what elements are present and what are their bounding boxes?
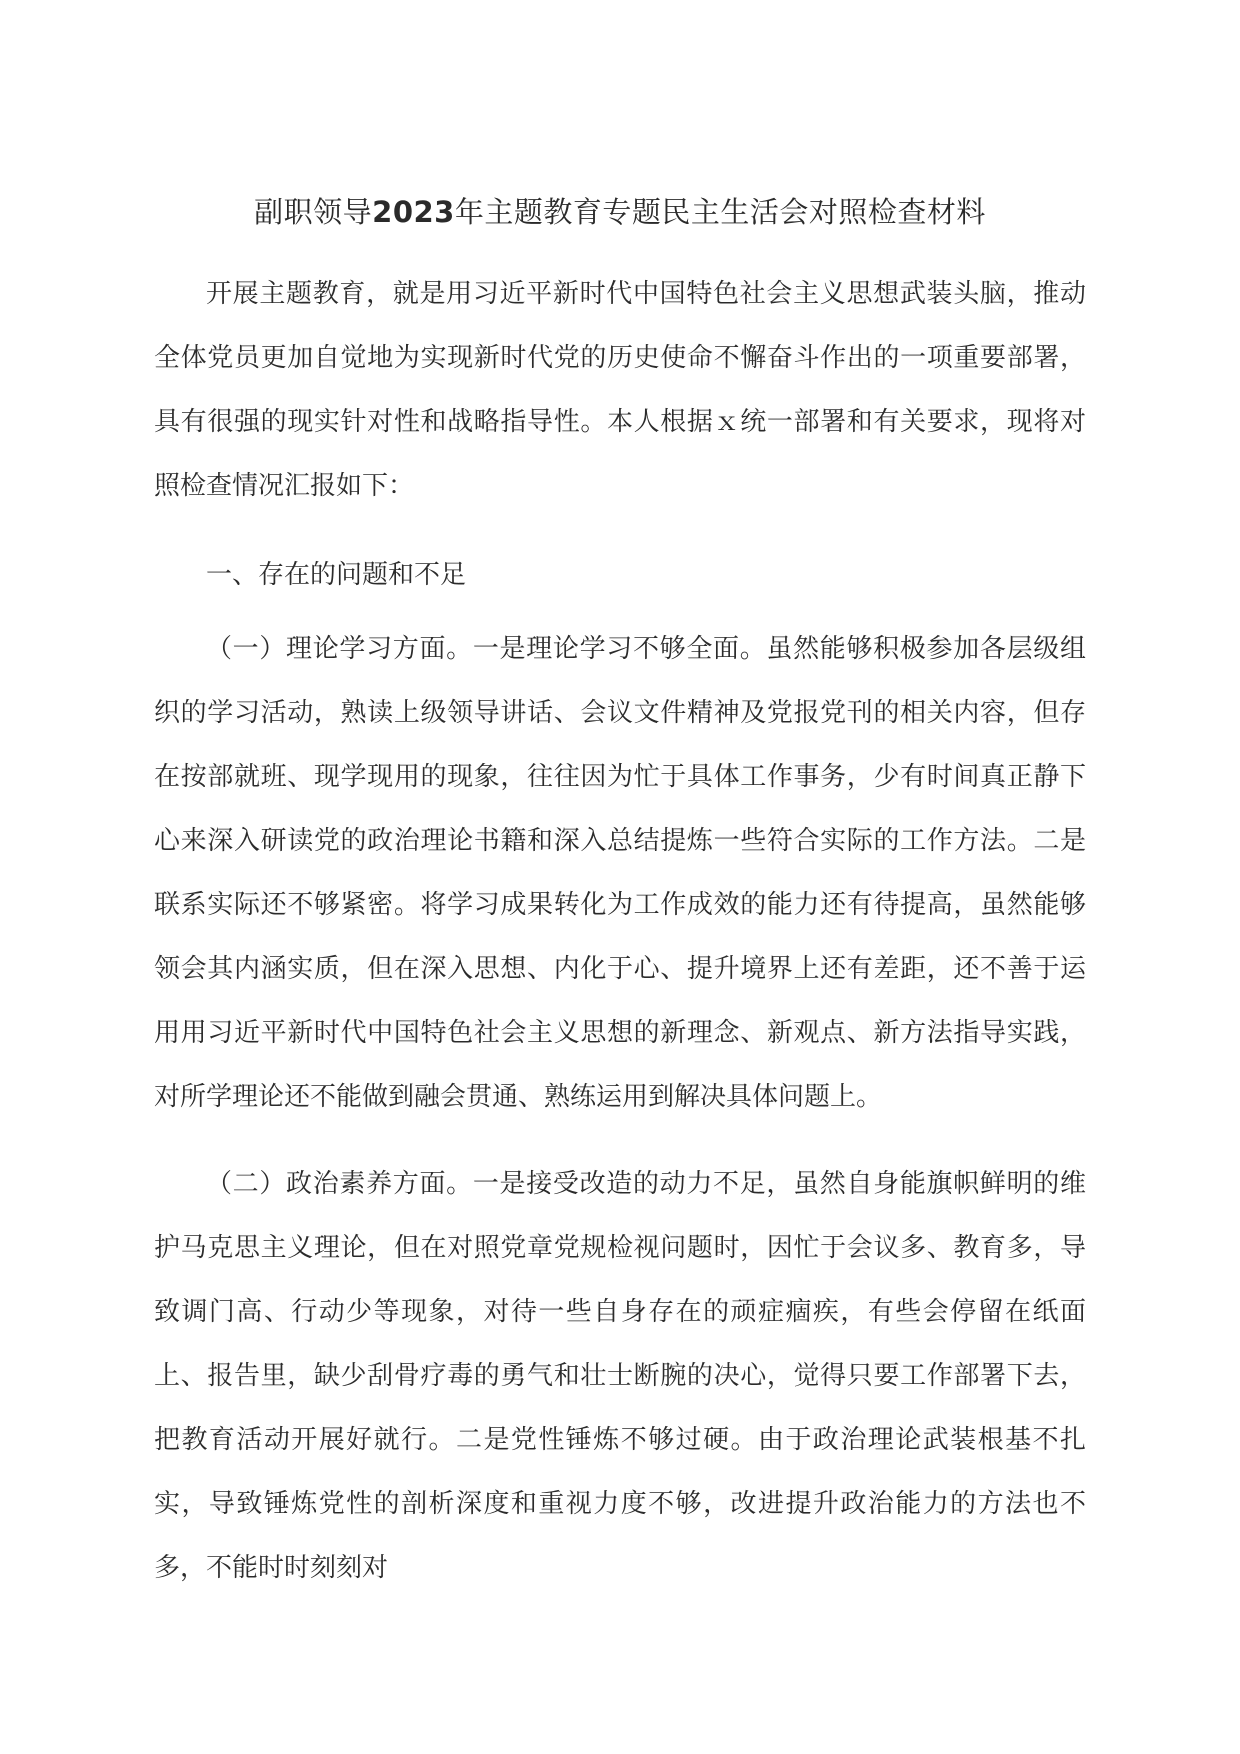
theory-study-paragraph: （一）理论学习方面。一是理论学习不够全面。虽然能够积极参加各层级组织的学习活动，熟读上级领导讲话、会议文件精神及党报党刊的相关内容，但存在按部就班、现学现用的现象，往往因为忙于具体工作事务，少有时间真正静下心来深入研读党的政治理论书籍和深入总结提炼一些符合实际的工作方法。二是联系实际还不够紧密。将学习成果转化为工作成效的能力还有待提高，虽然能够领会其内涵实质，但在深入思想、内化于心、提升境界上还有差距，还不善于运用用习近平新时代中国特色社会主义思想的新理念、新观点、新方法指导实践，对所学理论还不能做到融会贯通、熟练运用到解决具体问题上。	[154, 634, 1086, 1112]
document-title	[0, 192, 1240, 232]
title-year: 2023	[372, 195, 455, 229]
political-quality-paragraph: （二）政治素养方面。一是接受改造的动力不足，虽然自身能旗帜鲜明的维护马克思主义理论，但在对照党章党规检视问题时，因忙于会议多、教育多，导致调门高、行动少等现象，对待一些自身存在的顽症痼疾，有些会停留在纸面上、报告里，缺少刮骨疗毒的勇气和壮士断腕的决心，觉得只要工作部署下去，把教育活动开展好就行。二是党性锤炼不够过硬。由于政治理论武装根基不扎实，导致锤炼党性的剖析深度和重视力度不够，改进提升政治能力的方法也不多，不能时时刻刻对	[154, 1169, 1086, 1583]
intro-paragraph: 开展主题教育，就是用习近平新时代中国特色社会主义思想武装头脑，推动全体党员更加自觉地为实现新时代党的历史使命不懈奋斗作出的一项重要部署，具有很强的现实针对性和战略指导性。本人根据ｘ统一部署和有关要求，现将对照检查情况汇报如下：	[154, 279, 1086, 501]
section-heading-1: 一、存在的问题和不足	[206, 560, 467, 590]
title-suffix: 年主题教育专题民主生活会对照检查材料	[454, 195, 986, 229]
title-prefix: 副职领导	[254, 195, 373, 229]
